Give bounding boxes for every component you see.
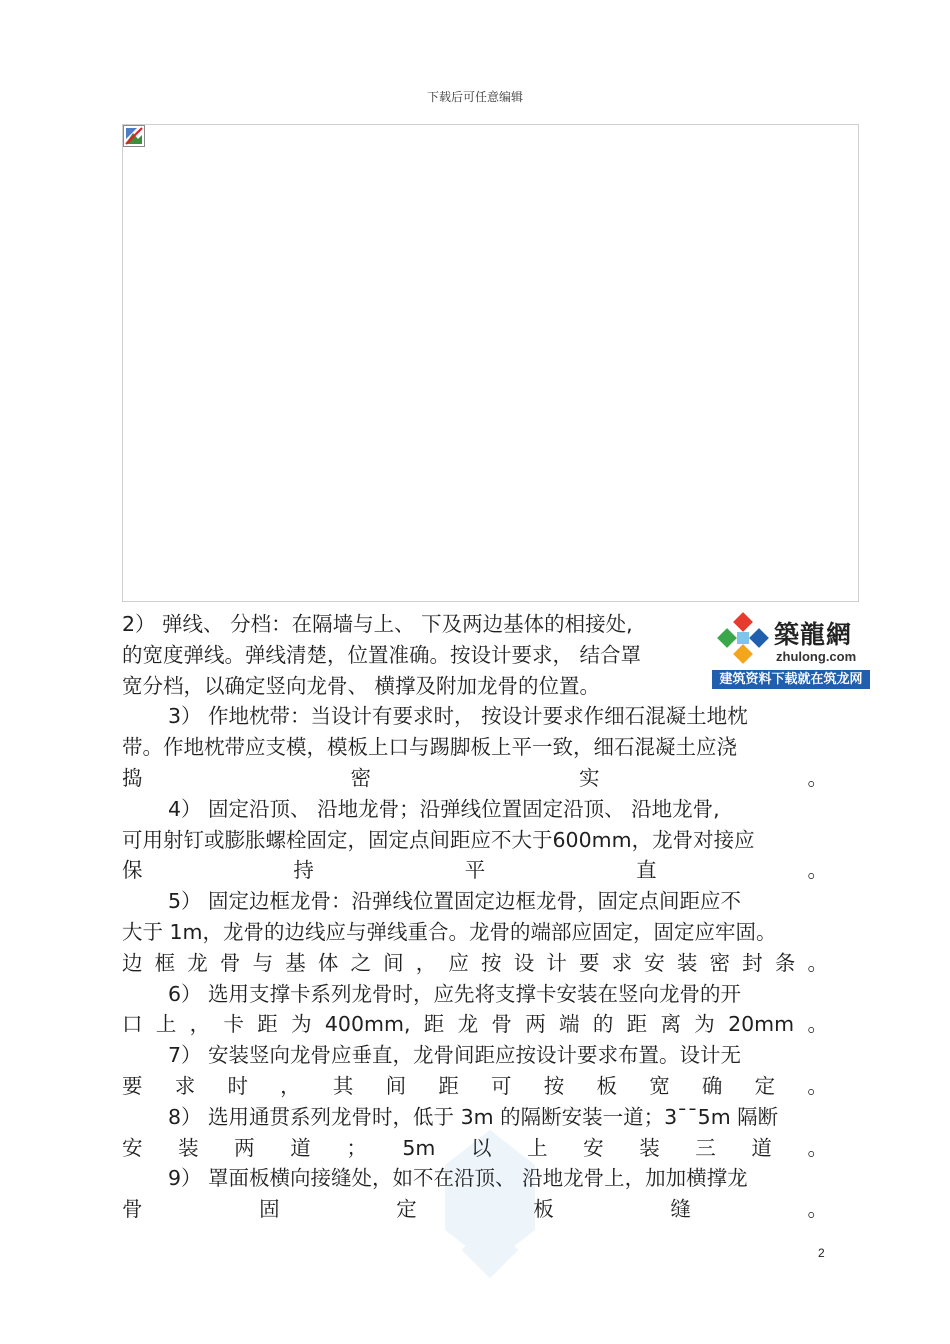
text-span: 5） 固定边框龙骨：沿弹线位置固定边框龙骨，固定点间距应不 (168, 889, 742, 914)
text-line: 2） 弹线、 分档：在隔墙与上、 下及两边基体的相接处, (122, 612, 633, 636)
char: 骨 (219, 950, 241, 975)
char: 装 (639, 1135, 660, 1160)
justified-line (122, 1009, 828, 1040)
char: 捣 (122, 765, 143, 790)
char: 距 (423, 1012, 445, 1037)
text-line (122, 886, 828, 917)
logo-domain: zhulong.com (776, 649, 857, 664)
char: 缝 (670, 1197, 691, 1222)
zhulong-logo (712, 609, 870, 689)
char: ， (189, 1012, 211, 1037)
paragraph-6 (122, 979, 828, 1041)
char: 其 (332, 1073, 354, 1098)
text-line: 大于 1m，龙骨的边线应与弹线重合。龙骨的端部应固定，固定应牢固。 (122, 919, 777, 944)
char: 距 (438, 1073, 459, 1098)
char: 上 (155, 1012, 177, 1037)
text-line (122, 701, 828, 732)
text-span: 3） 作地枕带：当设计有要求时， 按设计要求作细石混凝土地枕 (168, 704, 748, 729)
char: 间 (385, 1073, 407, 1098)
text-span: 7） 安装竖向龙骨应垂直，龙骨间距应按设计要求布置。设计无 (168, 1043, 742, 1068)
char: 时 (227, 1073, 248, 1098)
char: 直 (636, 858, 657, 883)
text-span: 9） 罩面板横向接缝处，如不在沿顶、 沿地龙骨上，加加横撑龙 (168, 1166, 748, 1191)
char: 。 (807, 858, 828, 883)
text-line (122, 979, 828, 1010)
char: 边 (122, 950, 143, 975)
text-line: 带。作地枕带应支模，模板上口与踢脚板上平一致，细石混凝土应浇 (122, 735, 737, 760)
logo-flower-icon (716, 611, 772, 671)
char: 5m (402, 1135, 436, 1160)
char: 条 (774, 950, 796, 975)
char: 计 (546, 950, 567, 975)
char: 口 (122, 1012, 143, 1037)
char: 为 (291, 1012, 312, 1037)
logo-banner: 建筑资料下载就在筑龙网 (712, 670, 870, 689)
char: 两 (234, 1135, 255, 1160)
paragraph-5 (122, 886, 828, 978)
char: 道 (751, 1135, 772, 1160)
char: 装 (178, 1135, 199, 1160)
paragraph-3 (122, 701, 828, 793)
char: 确 (701, 1073, 723, 1098)
char: 板 (596, 1073, 617, 1098)
image-placeholder (122, 124, 859, 602)
text-line (122, 794, 828, 825)
char: 安 (583, 1135, 604, 1160)
justified-line (122, 948, 828, 979)
char: 三 (695, 1135, 716, 1160)
char: 。 (807, 765, 828, 790)
char: 装 (676, 950, 698, 975)
text-span: 8） 选用通贯系列龙骨时，低于 3m 的隔断安装一道；3¯¯5m 隔断 (168, 1104, 779, 1129)
char: 卡 (223, 1012, 244, 1037)
char: 应 (448, 950, 469, 975)
body-text (122, 609, 828, 1225)
char: 距 (257, 1012, 278, 1037)
char: 设 (513, 950, 535, 975)
char: 。 (807, 1073, 828, 1098)
char: ， (415, 950, 437, 975)
justified-line (122, 1194, 828, 1225)
char: 要 (122, 1073, 143, 1098)
char: ， (280, 1073, 301, 1098)
char: 实 (579, 765, 600, 790)
text-line (122, 1163, 828, 1194)
char: 两 (525, 1012, 546, 1037)
char: 。 (807, 950, 828, 975)
char: 之 (350, 950, 371, 975)
char: 要 (578, 950, 600, 975)
char: 20mm (728, 1012, 795, 1037)
char: 离 (660, 1012, 681, 1037)
char: 骨 (491, 1012, 512, 1037)
justified-line (122, 763, 828, 794)
page-header: 下载后可任意编辑 (426, 90, 523, 104)
char: 基 (285, 950, 306, 975)
char: 。 (807, 1135, 828, 1160)
char: 保 (122, 858, 143, 883)
char: 板 (533, 1197, 554, 1222)
char: 为 (694, 1012, 715, 1037)
text-span: 6） 选用支撑卡系列龙骨时，应先将支撑卡安装在竖向龙骨的开 (168, 981, 742, 1006)
text-line: 可用射钉或膨胀螺栓固定，固定点间距应不大于600mm，龙骨对接应 (122, 827, 755, 852)
char: 求 (174, 1073, 196, 1098)
char: 端 (559, 1012, 580, 1037)
char: 与 (252, 950, 274, 975)
char: 体 (317, 950, 339, 975)
char: 以 (470, 1135, 492, 1160)
char: 安 (644, 950, 665, 975)
char: 封 (742, 950, 763, 975)
char: 。 (807, 1012, 828, 1037)
text-line (122, 1102, 828, 1133)
char: 道 (290, 1135, 311, 1160)
char: 定 (754, 1073, 776, 1098)
justified-line (122, 855, 828, 886)
char: 平 (464, 858, 486, 883)
char: 密 (350, 765, 371, 790)
char: 按 (481, 950, 502, 975)
char: 持 (293, 858, 314, 883)
char: 的 (592, 1012, 614, 1037)
char: 400mm, (324, 1012, 411, 1037)
char: 间 (383, 950, 404, 975)
text-line (122, 1040, 828, 1071)
paragraph-4 (122, 794, 828, 886)
char: 骨 (122, 1197, 143, 1222)
justified-line (122, 1133, 828, 1164)
char: 求 (611, 950, 633, 975)
text-span: 4） 固定沿顶、 沿地龙骨；沿弹线位置固定沿顶、 沿地龙骨, (168, 796, 720, 821)
char: 安 (122, 1135, 143, 1160)
char: 密 (709, 950, 731, 975)
char: 龙 (457, 1012, 479, 1037)
char: 龙 (187, 950, 208, 975)
char: ； (346, 1135, 367, 1160)
char: 距 (626, 1012, 648, 1037)
char: 定 (396, 1197, 417, 1222)
char: 固 (259, 1197, 280, 1222)
char: 上 (527, 1135, 548, 1160)
page-number: 2 (818, 1246, 825, 1260)
text-line: 的宽度弹线。弹线清楚，位置准确。按设计要求， 结合罩 (122, 642, 642, 667)
paragraph-7 (122, 1040, 828, 1102)
paragraph-9 (122, 1163, 828, 1225)
char: 框 (154, 950, 176, 975)
char: 宽 (649, 1073, 670, 1098)
justified-line (122, 1071, 828, 1102)
char: 可 (491, 1073, 512, 1098)
text-line: 宽分档，以确定竖向龙骨、 横撑及附加龙骨的位置。 (122, 673, 601, 698)
char: 按 (543, 1073, 565, 1098)
char: 。 (807, 1197, 828, 1222)
broken-image-icon (123, 125, 145, 147)
logo-name: 築龍網 (774, 620, 853, 649)
paragraph-8 (122, 1102, 828, 1164)
